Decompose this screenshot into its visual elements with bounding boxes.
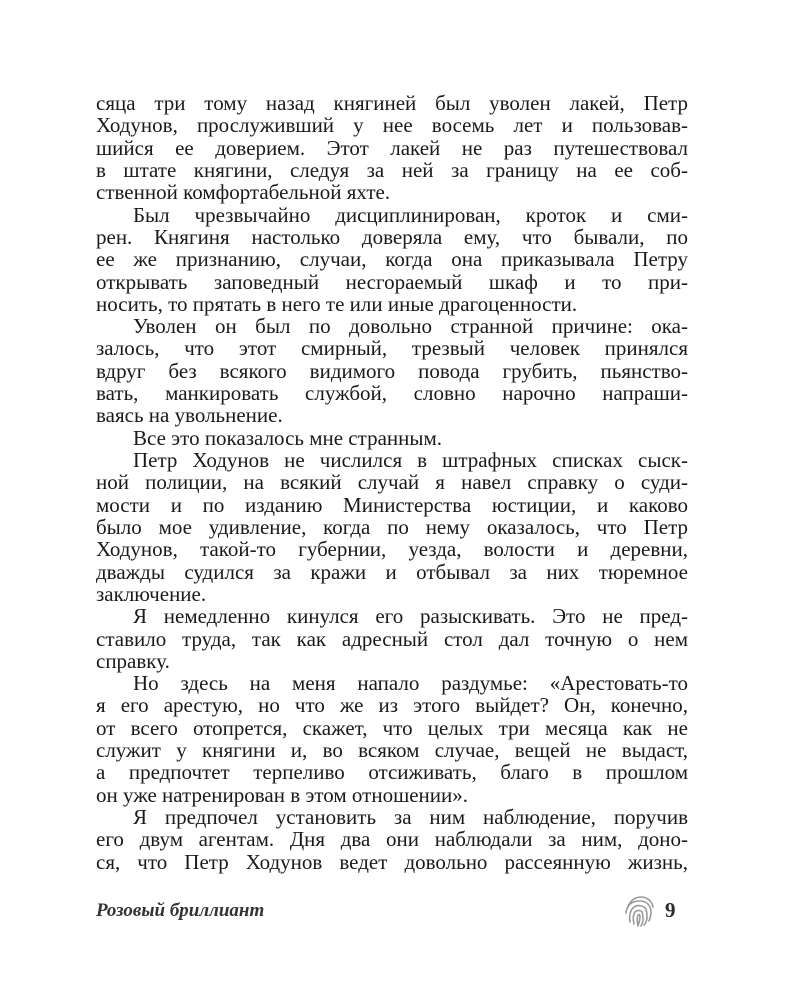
text-line: открывать заповедный несгораемый шкаф и то при-	[96, 269, 688, 294]
text-line: а предпочтет терпеливо отсиживать, благо в прошлом	[96, 760, 688, 785]
text-line: Петр Ходунов не числился в штрафных списках сыск-	[133, 448, 688, 472]
paragraph	[96, 672, 688, 806]
text-line: рен. Княгиня настолько доверяла ему, что бывали, по	[96, 224, 688, 249]
paragraph	[96, 605, 688, 672]
paragraph	[96, 427, 688, 449]
text-line: Ходунов, такой-то губернии, уезда, волости и деревни,	[96, 537, 688, 562]
paragraph	[96, 806, 688, 873]
text-line: Уволен он был по довольно странной причине: ока-	[133, 314, 688, 339]
text-line: ственной комфортабельной яхте.	[96, 180, 391, 205]
text-line: ваясь на увольнение.	[96, 403, 283, 428]
text-line: ся, что Петр Ходунов ведет довольно рассеянную жизнь,	[96, 849, 688, 874]
running-footer-title: Розовый бриллиант	[96, 900, 265, 921]
text-line: залось, что этот смирный, трезвый человек принялся	[96, 336, 688, 361]
paragraph	[96, 315, 688, 427]
paragraph	[96, 204, 688, 316]
text-line: ее же признанию, случаи, когда она приказывала Петру	[96, 247, 688, 272]
text-line: Я немедленно кинулся его разыскивать. Это не пред-	[133, 604, 688, 629]
text-line: мости и по изданию Министерства юстиции, и каково	[96, 492, 688, 517]
text-line: Я предпочел установить за ним наблюдение, поручив	[133, 805, 688, 829]
text-line: ной полиции, на всякий случай я навел справку о суди-	[96, 470, 688, 495]
text-line: шийся ее доверием. Этот лакей не раз путешествовал	[96, 135, 688, 160]
text-line: Но здесь на меня напало раздумье: «Арестовать-то	[133, 671, 688, 696]
text-line: заключение.	[96, 581, 207, 606]
fingerprint-icon	[622, 893, 658, 929]
text-line: было мое удивление, когда по нему оказалось, что Петр	[96, 514, 688, 539]
text-line: дважды судился за кражи и отбывал за них тюремное	[96, 559, 688, 584]
text-line: Ходунов, прослуживший у нее восемь лет и пользовав-	[96, 113, 688, 138]
text-line: его двум агентам. Дня два они наблюдали за ним, доно-	[96, 827, 688, 852]
page-number: 9	[665, 898, 676, 922]
text-line: ставило труда, так как адресный стол дал точную о нем	[96, 626, 688, 651]
text-line: вдруг без всякого видимого повода грубить, пьянство-	[96, 358, 688, 383]
paragraph	[96, 92, 688, 204]
text-line: в штате княгини, следуя за ней за границу на ее соб-	[96, 157, 688, 182]
text-line: служит у княгини и, во всяком случае, вещей не выдаст,	[96, 738, 688, 763]
body-text	[96, 92, 688, 873]
text-line: носить, то прятать в него те или иные драгоценности.	[96, 291, 578, 316]
text-line: справку.	[96, 648, 170, 673]
paragraph	[96, 449, 688, 605]
text-line: от всего отопрется, скажет, что целых три месяца как не	[96, 715, 688, 740]
text-line: он уже натренирован в этом отношении».	[96, 782, 469, 807]
text-line: я его арестую, но что же из этого выйдет? Он, конечно,	[96, 693, 688, 718]
text-line: вать, манкировать службой, словно нарочно напраши-	[96, 381, 688, 406]
text-line: Был чрезвычайно дисциплинирован, кроток и сми-	[133, 202, 688, 227]
text-line: Все это показалось мне странным.	[133, 425, 443, 450]
text-line: сяца три тому назад княгиней был уволен лакей, Петр	[96, 91, 688, 115]
